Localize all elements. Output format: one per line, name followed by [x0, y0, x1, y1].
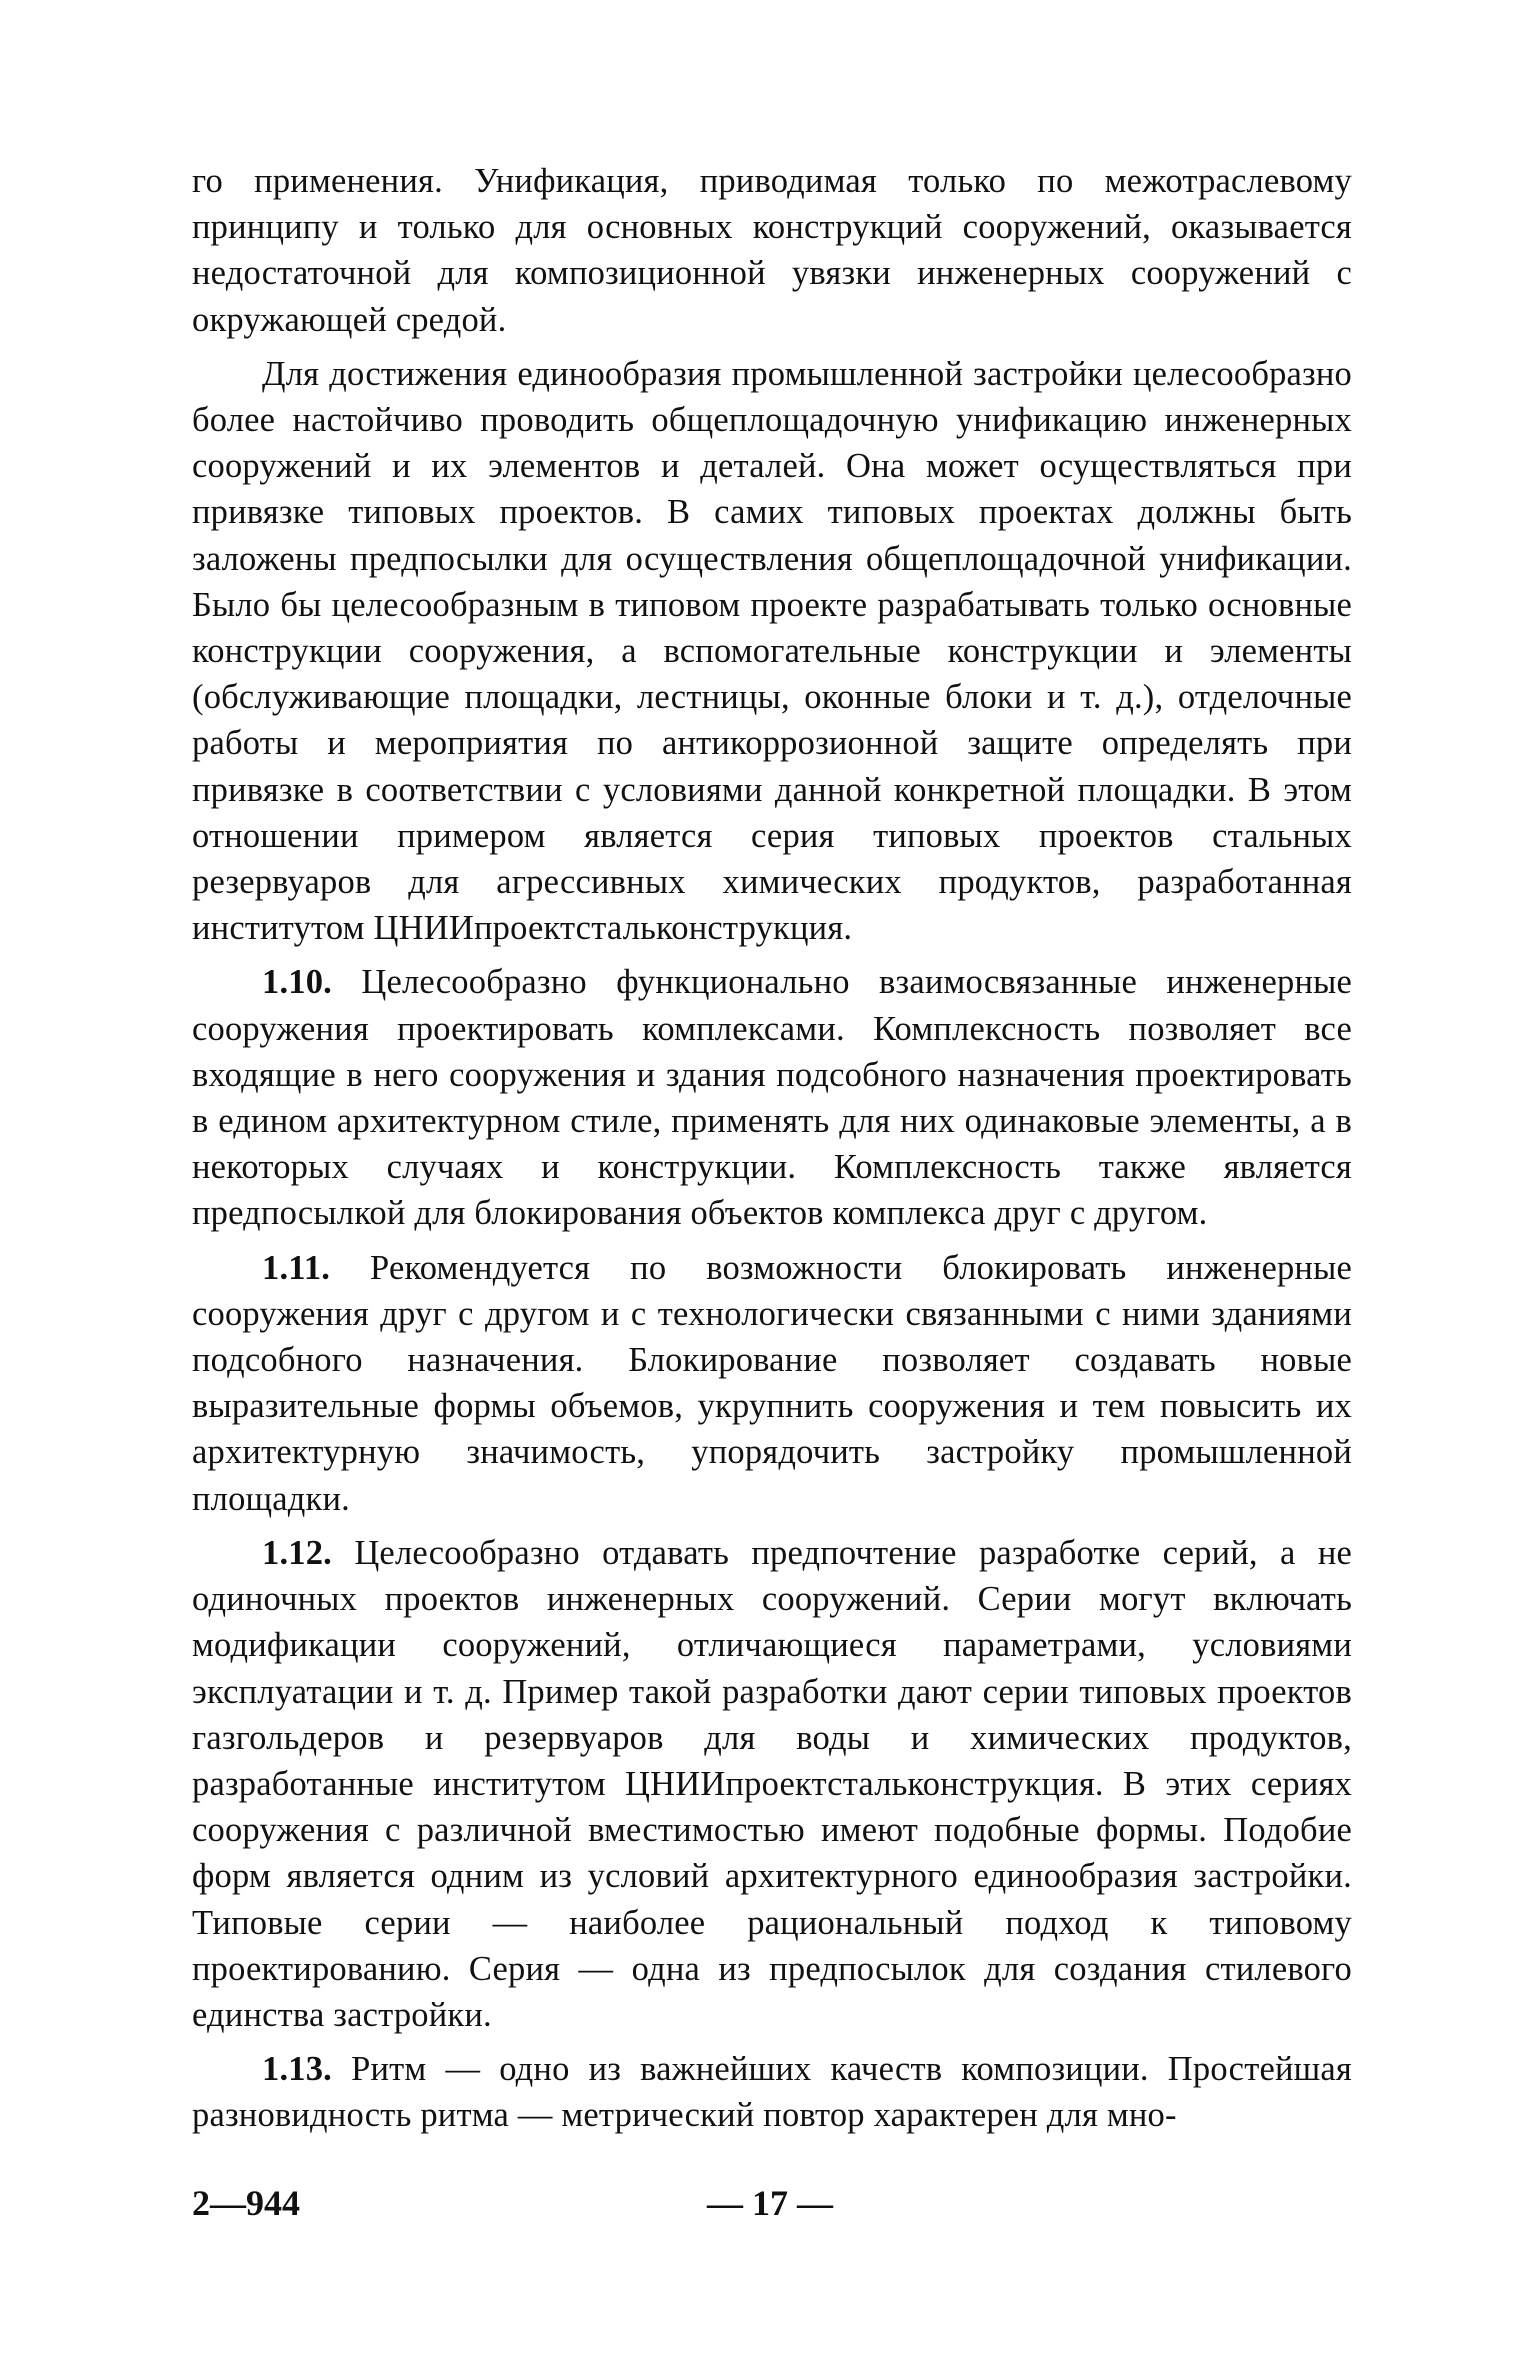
page-number: — 17 — — [707, 2183, 833, 2223]
section-number: 1.13. — [262, 2050, 332, 2089]
paragraph-text: Ритм — одно из важнейших качеств композиции. Простейшая разновидность ритма — метрический повтор характерен для мно- — [192, 2050, 1352, 2135]
paragraph-text: Рекомендуется по возможности блокировать инженерные сооружения друг с другом и с технологически связанными с ними зданиями подсобного назначения. Блокирование позволяет создавать новые выразительные формы объемов, укрупнить сооружения и тем повысить их архитектурную значимость, упорядочить застройку промышленной площадки. — [192, 1248, 1352, 1518]
paragraph-continuation — [192, 158, 1352, 343]
paragraph-text: Целесообразно функционально взаимосвязанные инженерные сооружения проектировать комплексами. Комплексность позволяет все входящие в него сооружения и здания подсобного назначения проектировать в едином архитектурном стиле, применять для них одинаковые элементы, а в некоторых случаях и конструкции. Комплексность также является предпосылкой для блокирования объектов комплекса друг с другом. — [192, 963, 1353, 1233]
paragraph-text: го применения. Унификация, приводимая только по межотраслевому принципу и только для основных конструкций сооружений, оказывается недостаточной для композиционной увязки инженерных сооружений с окружающей средой. — [192, 162, 1352, 339]
paragraph-1-11 — [192, 1245, 1352, 1522]
section-number: 1.12. — [262, 1533, 332, 1572]
signature-code: 2—944 — [192, 2183, 300, 2223]
paragraph-unification — [192, 351, 1352, 952]
paragraph-1-12 — [192, 1530, 1352, 2038]
paragraph-text: Для достижения единообразия промышленной застройки целесообразно более настойчиво проводить общеплощадочную унификацию инженерных сооружений и их элементов и деталей. Она может осуществляться при привязке типовых проектов. В самих типовых проектах должны быть заложены предпосылки для осуществления общеплощадочной унификации. Было бы целесообразным в типовом проекте разрабатывать только основные конструкции сооружения, а вспомогательные конструкции и элементы (обслуживающие площадки, лестницы, оконные блоки и т. д.), отделочные работы и мероприятия по антикоррозионной защите определять при привязке в соответствии с условиями данной конкретной площадки. В этом отношении примером является серия типовых проектов стальных резервуаров для агрессивных химических продуктов, разработанная институтом ЦНИИпроектстальконструкция. — [192, 354, 1352, 948]
page-footer — [192, 2182, 1352, 2232]
section-number: 1.11. — [262, 1248, 331, 1287]
body-text — [192, 158, 1352, 2139]
paragraph-text: Целесообразно отдавать предпочтение разработке серий, а не одиночных проектов инженерных сооружений. Серии могут включать модификации сооружений, отличающиеся параметрами, условиями эксплуатации и т. д. Пример такой разработки дают серии типовых проектов газгольдеров и резервуаров для воды и химических продуктов, разработанные институтом ЦНИИпроектстальконструкция. В этих сериях сооружения с различной вместимостью имеют подобные формы. Подобие форм является одним из условий архитектурного единообразия застройки. Типовые серии — наиболее рациональный подход к типовому проектированию. Серия — одна из предпосылок для создания стилевого единства застройки. — [192, 1533, 1353, 2034]
paragraph-1-13 — [192, 2046, 1352, 2138]
paragraph-1-10 — [192, 959, 1352, 1236]
section-number: 1.10. — [262, 963, 332, 1002]
